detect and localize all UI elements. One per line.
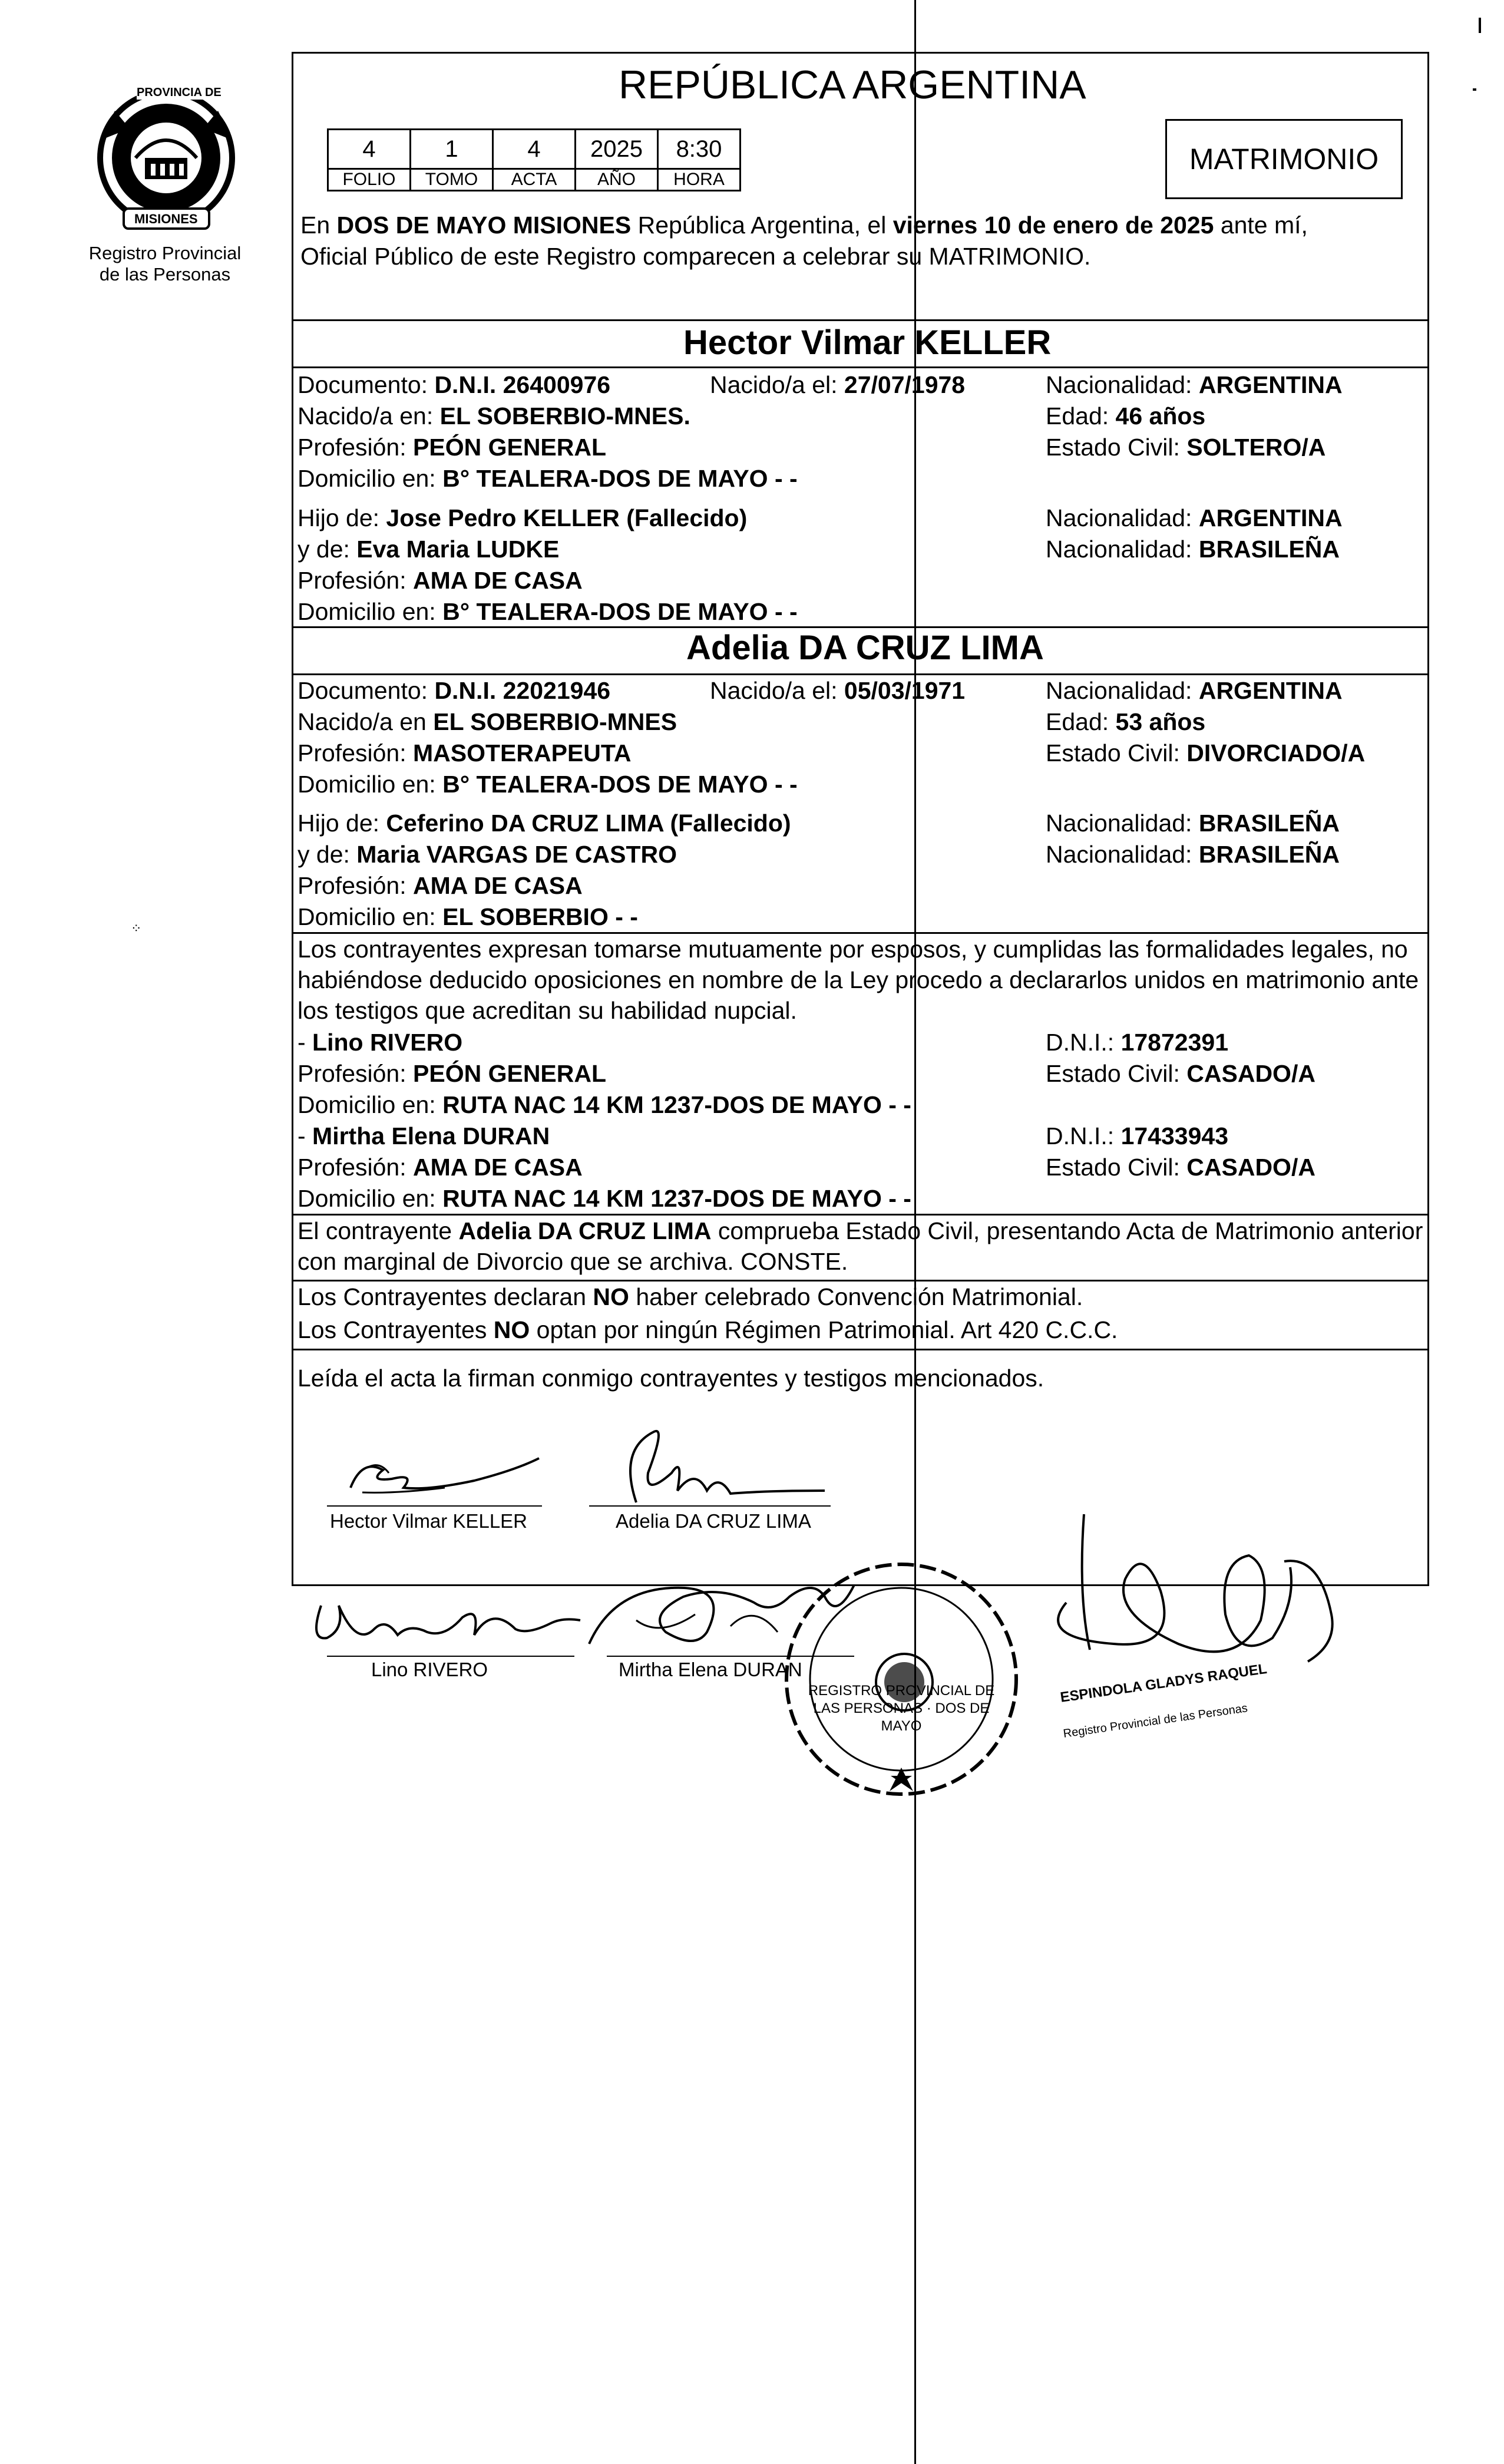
- scan-mark-right: [1473, 88, 1476, 91]
- frame-top-border: [292, 52, 1429, 54]
- folio-label: FOLIO: [327, 168, 411, 191]
- scan-mark-top-right: [1479, 18, 1481, 33]
- bride-mother-profession: Profesión: AMA DE CASA: [298, 872, 583, 899]
- bride-nationality: Nacionalidad: ARGENTINA: [1046, 677, 1343, 704]
- civil-status-note-line-2: con marginal de Divorcio que se archiva. CONSTE.: [298, 1248, 848, 1275]
- witness-1-address: Domicilio en: RUTA NAC 14 KM 1237-DOS DE MAYO - -: [298, 1091, 911, 1118]
- official-seal-stamp: [778, 1555, 1025, 1803]
- bride-name: Adelia DA CRUZ LIMA: [686, 629, 1044, 667]
- closing-statement: Leída el acta la firman conmigo contrayentes y testigos mencionados.: [298, 1365, 1044, 1392]
- witness-1-dni: D.N.I.: 17872391: [1046, 1029, 1228, 1056]
- registry-name-line1: Registro Provincial: [88, 243, 242, 263]
- convention-note: Los Contrayentes declaran NO haber celebrado Convención Matrimonial.: [298, 1283, 1083, 1310]
- declaration-line-2: habiéndose deducido oposiciones en nombre de la Ley procedo a declararlos unidos en matrimonio ante: [298, 966, 1419, 993]
- groom-nationality: Nacionalidad: ARGENTINA: [1046, 371, 1343, 398]
- bride-signature: [589, 1426, 837, 1511]
- bride-parents-address: Domicilio en: EL SOBERBIO - -: [298, 903, 638, 930]
- hora-label: HORA: [657, 168, 741, 191]
- bride-signature-line: [589, 1505, 831, 1507]
- acta-label: ACTA: [492, 168, 576, 191]
- bride-father: Hijo de: Ceferino DA CRUZ LIMA (Fallecido): [298, 810, 791, 837]
- closing-rule: [292, 1349, 1429, 1350]
- page-title: REPÚBLICA ARGENTINA: [619, 62, 1086, 107]
- bride-father-nationality: Nacionalidad: BRASILEÑA: [1046, 810, 1340, 837]
- bride-age: Edad: 53 años: [1046, 708, 1206, 735]
- groom-birthdate: Nacido/a el: 27/07/1978: [710, 371, 966, 398]
- bride-birthplace: Nacido/a en EL SOBERBIO-MNES: [298, 708, 677, 735]
- frame-right-border: [1427, 53, 1429, 1585]
- bride-birthdate: Nacido/a el: 05/03/1971: [710, 677, 966, 704]
- bride-address: Domicilio en: B° TEALERA-DOS DE MAYO - -: [298, 771, 798, 798]
- civil-status-note-line-1: El contrayente Adelia DA CRUZ LIMA comprueba Estado Civil, presentando Acta de Matrimonio anterior: [298, 1217, 1423, 1244]
- witness-2-name: - Mirtha Elena DURAN: [298, 1122, 550, 1150]
- groom-signature: [327, 1446, 551, 1511]
- official-title: Registro Provincial de las Personas: [1062, 1702, 1249, 1740]
- groom-signature-name: Hector Vilmar KELLER: [330, 1510, 528, 1532]
- registry-name-line2: de las Personas: [99, 264, 231, 285]
- witness-1-signature-line: [327, 1656, 574, 1657]
- witness-1-civil-status: Estado Civil: CASADO/A: [1046, 1060, 1315, 1087]
- groom-mother: y de: Eva Maria LUDKE: [298, 536, 560, 563]
- groom-age: Edad: 46 años: [1046, 402, 1206, 430]
- official-name: ESPINDOLA GLADYS RAQUEL: [1059, 1660, 1268, 1706]
- groom-mother-profession: Profesión: AMA DE CASA: [298, 567, 583, 594]
- groom-address: Domicilio en: B° TEALERA-DOS DE MAYO - -: [298, 465, 798, 492]
- groom-parents-address: Domicilio en: B° TEALERA-DOS DE MAYO - -: [298, 598, 798, 625]
- groom-father-nationality: Nacionalidad: ARGENTINA: [1046, 504, 1343, 531]
- tomo-value: 1: [409, 128, 494, 170]
- bride-civil-status: Estado Civil: DIVORCIADO/A: [1046, 739, 1366, 767]
- bride-mother-nationality: Nacionalidad: BRASILEÑA: [1046, 841, 1340, 868]
- ano-label: AÑO: [574, 168, 659, 191]
- intro-line-1: En DOS DE MAYO MISIONES República Argentina, el viernes 10 de enero de 2025 ante mí,: [300, 212, 1308, 239]
- groom-birthplace: Nacido/a en: EL SOBERBIO-MNES.: [298, 402, 690, 430]
- bride-profession: Profesión: MASOTERAPEUTA: [298, 739, 632, 767]
- groom-name: Hector Vilmar KELLER: [683, 323, 1052, 362]
- bride-document: Documento: D.N.I. 22021946: [298, 677, 611, 704]
- folio-value: 4: [327, 128, 411, 170]
- witness-2-dni: D.N.I.: 17433943: [1046, 1122, 1228, 1150]
- acta-value: 4: [492, 128, 576, 170]
- frame-left-border: [292, 53, 293, 1585]
- seal-stamp-text: REGISTRO PROVINCIAL DE LAS PERSONAS · DOS DE MAYO: [808, 1683, 995, 1734]
- bride-mother: y de: Maria VARGAS DE CASTRO: [298, 841, 677, 868]
- official-signature: [1025, 1508, 1355, 1685]
- regime-note: Los Contrayentes NO optan por ningún Régimen Patrimonial. Art 420 C.C.C.: [298, 1316, 1118, 1343]
- bride-signature-name: Adelia DA CRUZ LIMA: [616, 1510, 811, 1532]
- declaration-line-3: los testigos que acreditan su habilidad nupcial.: [298, 997, 797, 1024]
- declaration-line-1: Los contrayentes expresan tomarse mutuamente por esposos, y cumplidas las formalidades legales, no: [298, 936, 1408, 963]
- groom-name-rule: [292, 366, 1429, 368]
- witness-2-profession: Profesión: AMA DE CASA: [298, 1154, 583, 1181]
- witness-2-address: Domicilio en: RUTA NAC 14 KM 1237-DOS DE MAYO - -: [298, 1185, 911, 1212]
- hora-value: 8:30: [657, 128, 741, 170]
- witness-2-signature-name: Mirtha Elena DURAN: [619, 1659, 802, 1680]
- act-type-label: MATRIMONIO: [1189, 143, 1379, 176]
- groom-profession: Profesión: PEÓN GENERAL: [298, 434, 607, 461]
- registry-logo: [88, 70, 244, 240]
- groom-signature-line: [327, 1505, 542, 1507]
- witness-1-signature-name: Lino RIVERO: [371, 1659, 488, 1680]
- witness-1-name: - Lino RIVERO: [298, 1029, 463, 1056]
- groom-father: Hijo de: Jose Pedro KELLER (Fallecido): [298, 504, 748, 531]
- logo-seal-bottom-text: MISIONES: [134, 212, 198, 226]
- intro-line-2: Oficial Público de este Registro comparecen a celebrar su MATRIMONIO.: [300, 243, 1091, 270]
- registry-name: [77, 243, 253, 285]
- witness-2-civil-status: Estado Civil: CASADO/A: [1046, 1154, 1315, 1181]
- scan-speck: ⁘: [131, 921, 142, 936]
- witness-1-profession: Profesión: PEÓN GENERAL: [298, 1060, 607, 1087]
- groom-mother-nationality: Nacionalidad: BRASILEÑA: [1046, 536, 1340, 563]
- logo-seal-top-text: PROVINCIA DE: [137, 86, 222, 99]
- groom-document: Documento: D.N.I. 26400976: [298, 371, 611, 398]
- tomo-label: TOMO: [409, 168, 494, 191]
- groom-civil-status: Estado Civil: SOLTERO/A: [1046, 434, 1326, 461]
- groom-top-rule: [292, 319, 1429, 321]
- ano-value: 2025: [574, 128, 659, 170]
- witness-1-signature: [303, 1582, 586, 1653]
